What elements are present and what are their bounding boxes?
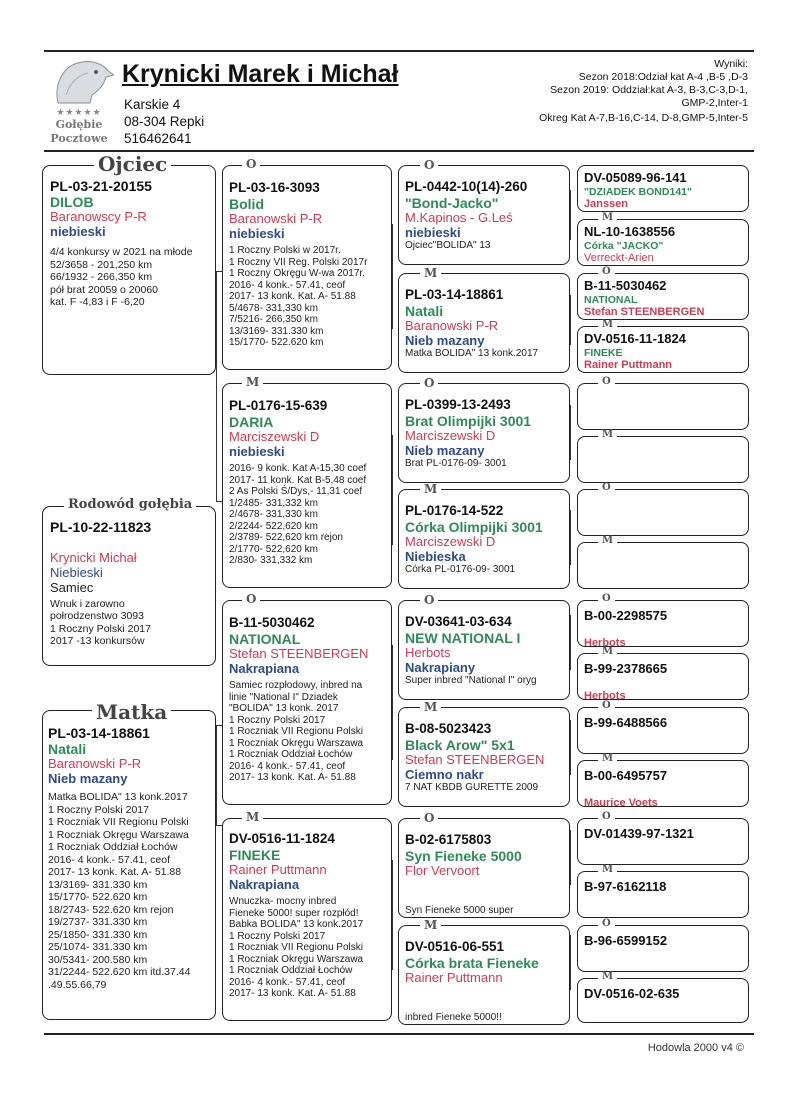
owner-address bbox=[124, 96, 204, 147]
father-breeder: Baranowscy P-R bbox=[50, 209, 147, 225]
gen4-ring: B-99-6488566 bbox=[584, 715, 668, 730]
sire-marker: O bbox=[598, 267, 615, 277]
dam-marker: M bbox=[420, 701, 441, 713]
gen4-card-12[interactable] bbox=[577, 760, 749, 807]
gen3-note: inbred Fieneke 5000!! bbox=[405, 1011, 502, 1023]
gen4-name: FINEKE bbox=[584, 346, 623, 359]
gen3-note: Super inbred "National I" oryg bbox=[405, 675, 537, 687]
mother-note: 19/2737- 331.330 km bbox=[48, 916, 148, 929]
results-line: Sezon 2019: Oddział:kat A-3, B-3,C-3,D-1, bbox=[550, 84, 748, 96]
gen3-color: Ciemno nakr bbox=[405, 766, 484, 782]
logo-text-1: Gołębie bbox=[55, 118, 103, 131]
gen3-breeder: Stefan STEENBERGEN bbox=[405, 751, 545, 767]
gen4-breeder: Rainer Puttmann bbox=[584, 359, 673, 371]
gen4-name: Córka "JACKO" bbox=[584, 239, 664, 252]
gen2-color: niebieski bbox=[229, 225, 285, 241]
gen2-note: 1 Roczny Polski 2017 bbox=[229, 714, 326, 726]
gen2-note: 1 Roczny Okręgu W-wa 2017r. bbox=[229, 268, 365, 280]
gen3-color: niebieski bbox=[405, 224, 461, 240]
subject-color: Niebieski bbox=[50, 565, 103, 581]
mother-label: Matka bbox=[92, 702, 171, 722]
gen4-breeder: Stefan STEENBERGEN bbox=[584, 306, 705, 318]
gen4-card-7[interactable] bbox=[577, 489, 749, 536]
gen2-name: FINEKE bbox=[229, 846, 281, 863]
mother-ring: PL-03-14-18861 bbox=[48, 725, 150, 741]
gen4-ring: B-00-6495757 bbox=[584, 768, 668, 783]
gen2-note: linie "National I" Dziadek bbox=[229, 691, 338, 703]
gen2-note: Samiec rozpłodowy, inbred na bbox=[229, 680, 363, 692]
subject-owner: Krynicki Michał bbox=[50, 550, 137, 566]
gen2-name: DARIA bbox=[229, 413, 274, 430]
mother-note: Matka BOLIDA" 13 konk.2017 bbox=[48, 791, 188, 804]
subject-note: 1 Roczny Polski 2017 bbox=[50, 622, 151, 635]
gen4-breeder: Herbots bbox=[584, 689, 626, 700]
gen2-name: NATIONAL bbox=[229, 630, 301, 647]
gen2-note: 5/4678- 331,330 km bbox=[229, 302, 318, 314]
logo-text-2: Pocztowe bbox=[50, 132, 108, 145]
address-line: 516462641 bbox=[124, 131, 192, 146]
gen2-note: 2016- 4 konk.- 57.41, ceof bbox=[229, 976, 346, 988]
gen2-note: 2017- 11 konk. Kat B-5,48 coef bbox=[229, 474, 367, 486]
gen4-card-13[interactable] bbox=[577, 818, 749, 865]
mother-note: 1 Roczniak Oddział Łochów bbox=[48, 841, 178, 854]
gen3-card-3[interactable] bbox=[398, 383, 570, 483]
gen4-card-5[interactable] bbox=[577, 383, 749, 430]
dam-marker: M bbox=[598, 320, 617, 330]
father-note: kat. F -4,83 i F -6,20 bbox=[50, 296, 145, 309]
gen2-note: 1 Roczny VII Reg. Polski 2017r bbox=[229, 256, 368, 268]
mother-note: 25/1850- 331.330 km bbox=[48, 928, 148, 941]
sire-marker: O bbox=[242, 593, 260, 605]
mother-note: 18/2743- 522.620 km rejon bbox=[48, 903, 174, 916]
father-note: pół brat 20059 o 20060 bbox=[50, 283, 159, 296]
dam-marker: M bbox=[420, 919, 441, 931]
gen2-note: Wnuczka- mocny inbred bbox=[229, 896, 337, 908]
father-note: 52/3658 - 201,250 km bbox=[50, 258, 153, 271]
results-block bbox=[539, 58, 748, 125]
gen3-breeder: Flor Vervoort bbox=[405, 862, 480, 878]
gen2-note: 2017- 13 konk. Kat. A- 51.88 bbox=[229, 291, 356, 303]
gen2-note: 15/1770- 522.620 km bbox=[229, 337, 324, 349]
gen3-card-1[interactable] bbox=[398, 165, 570, 265]
dam-marker: M bbox=[598, 754, 617, 764]
subject-card[interactable] bbox=[42, 506, 216, 666]
gen4-card-3[interactable] bbox=[577, 273, 749, 320]
gen2-note: 2/4678- 331,330 km bbox=[229, 509, 318, 521]
gen3-name: NEW NATIONAL I bbox=[405, 629, 521, 646]
subject-ring: PL-10-22-11823 bbox=[50, 519, 152, 535]
gen3-note: Brat PL-0176-09- 3001 bbox=[405, 458, 507, 470]
mother-note: 15/1770- 522.620 km bbox=[48, 891, 148, 904]
mother-card[interactable] bbox=[42, 710, 216, 1020]
dam-marker: M bbox=[598, 213, 617, 223]
gen3-color: Nieb mazany bbox=[405, 332, 485, 348]
gen3-breeder: Rainer Puttmann bbox=[405, 969, 503, 985]
gen3-name: Syn Fieneke 5000 bbox=[405, 847, 522, 864]
gen4-name: NATIONAL bbox=[584, 293, 638, 306]
gen4-card-9[interactable] bbox=[577, 600, 749, 647]
gen4-card-11[interactable] bbox=[577, 707, 749, 754]
gen2-note: 1 Roczniak VII Regionu Polski bbox=[229, 942, 363, 954]
gen2-note: 2/2244- 522,620 km bbox=[229, 520, 318, 532]
gen4-card-10[interactable] bbox=[577, 653, 749, 700]
gen2-color: niebieski bbox=[229, 443, 285, 459]
mother-note: 13/3169- 331.330 km bbox=[48, 878, 148, 891]
address-line: 08-304 Repki bbox=[124, 114, 205, 129]
gen3-card-2[interactable] bbox=[398, 273, 570, 373]
logo-stars: ★★★★★ bbox=[56, 107, 102, 117]
gen2-note: 1 Roczny Polski 2017 bbox=[229, 930, 326, 942]
sire-marker: O bbox=[420, 377, 438, 389]
subject-note: połrodzenstwo 3093 bbox=[50, 610, 144, 623]
gen2-card-3[interactable] bbox=[222, 600, 392, 805]
sire-marker: O bbox=[420, 812, 438, 824]
gen3-card-4[interactable] bbox=[398, 489, 570, 589]
gen3-ring: PL-0176-14-522 bbox=[405, 503, 504, 518]
mother-note: 2016- 4 konk.- 57.41, ceof bbox=[48, 853, 170, 866]
gen2-note: 1 Roczniak Okręgu Warszawa bbox=[229, 737, 364, 749]
logo bbox=[44, 55, 114, 150]
gen4-ring: NL-10-1638556 bbox=[584, 224, 676, 239]
gen3-note: Córka PL-0176-09- 3001 bbox=[405, 564, 516, 576]
gen3-note: Ojciec"BOLIDA" 13 bbox=[405, 240, 491, 252]
dam-marker: M bbox=[598, 536, 617, 546]
sire-marker: O bbox=[598, 919, 615, 929]
sire-marker: O bbox=[598, 701, 615, 711]
results-title: Wyniki: bbox=[714, 58, 748, 70]
gen3-ring: DV-03641-03-634 bbox=[405, 614, 512, 629]
gen3-card-6[interactable] bbox=[398, 707, 570, 807]
gen2-note: "BOLIDA" 13 konk. 2017 bbox=[229, 703, 339, 715]
gen3-card-7[interactable] bbox=[398, 818, 570, 918]
gen3-ring: DV-0516-06-551 bbox=[405, 939, 505, 954]
gen4-ring: DV-0516-02-635 bbox=[584, 986, 680, 1001]
gen4-breeder: Herbots bbox=[584, 636, 626, 647]
gen3-note: Matka BOLIDA" 13 konk.2017 bbox=[405, 348, 539, 360]
gen2-note: 1 Roczniak Oddział Łochów bbox=[229, 965, 353, 977]
father-label: Ojciec bbox=[94, 154, 171, 174]
gen2-note: 1 Roczniak Okręgu Warszawa bbox=[229, 953, 364, 965]
father-color: niebieski bbox=[50, 224, 106, 240]
gen4-ring: B-96-6599152 bbox=[584, 933, 668, 948]
gen3-card-8[interactable] bbox=[398, 925, 570, 1025]
dam-marker: M bbox=[420, 483, 441, 495]
gen2-note: 1/2485- 331,332 km bbox=[229, 497, 318, 509]
gen4-card-2[interactable] bbox=[577, 219, 749, 266]
gen4-card-6[interactable] bbox=[577, 436, 749, 483]
father-ring: PL-03-21-20155 bbox=[50, 178, 152, 194]
gen4-card-8[interactable] bbox=[577, 542, 749, 589]
gen2-note: 13/3169- 331.330 km bbox=[229, 325, 324, 337]
sire-marker: O bbox=[420, 594, 438, 606]
father-note: 4/4 konkursy w 2021 na młode bbox=[50, 246, 193, 259]
gen3-name: Córka brata Fieneke bbox=[405, 954, 539, 971]
gen2-note: 2/830- 331,332 km bbox=[229, 555, 313, 567]
gen3-breeder: Baranowski P-R bbox=[405, 317, 499, 333]
gen2-note: 1 Roczniak VII Regionu Polski bbox=[229, 726, 363, 738]
sire-marker: O bbox=[242, 158, 260, 170]
gen3-color: Nieb mazany bbox=[405, 442, 485, 458]
gen3-name: "Bond-Jacko" bbox=[405, 194, 499, 211]
pedigree-label: Rodowód gołębia bbox=[64, 498, 196, 511]
gen2-note: 2016- 4 konk.- 57.41, ceof bbox=[229, 279, 346, 291]
gen2-breeder: Rainer Puttmann bbox=[229, 861, 327, 877]
gen3-card-5[interactable] bbox=[398, 600, 570, 700]
gen3-name: Black Arow" 5x1 bbox=[405, 736, 515, 753]
mother-note: 1 Roczniak Okręgu Warszawa bbox=[48, 828, 189, 841]
dam-marker: M bbox=[420, 267, 441, 279]
gen2-card-2[interactable] bbox=[222, 383, 392, 588]
subject-note: 2017 -13 konkursów bbox=[50, 635, 145, 648]
gen2-ring: PL-0176-15-639 bbox=[229, 398, 328, 413]
gen4-ring: B-11-5030462 bbox=[584, 278, 667, 293]
gen2-ring: DV-0516-11-1824 bbox=[229, 831, 335, 846]
father-name: DILOB bbox=[50, 194, 94, 211]
gen3-color: Niebieska bbox=[405, 548, 466, 564]
mother-note: 1 Roczny Polski 2017 bbox=[48, 803, 149, 816]
gen2-note: Babka BOLIDA" 13 konk.2017 bbox=[229, 919, 364, 931]
gen4-ring: B-97-6162118 bbox=[584, 879, 667, 894]
gen4-card-1[interactable] bbox=[577, 165, 749, 212]
gen4-breeder: Janssen bbox=[584, 198, 629, 210]
gen4-ring: B-00-2298575 bbox=[584, 608, 668, 623]
results-line: Okreg Kat A-7,B-16,C-14, D-8,GMP-5,Inter-5 bbox=[539, 112, 748, 124]
subject-sex: Samiec bbox=[50, 579, 94, 595]
father-card[interactable] bbox=[42, 165, 216, 375]
gen2-color: Nakrapiana bbox=[229, 660, 300, 676]
mother-note: 25/1074- 331.330 km bbox=[48, 941, 148, 954]
gen2-note: 1 Roczniak Oddział Łochów bbox=[229, 749, 353, 761]
sire-marker: O bbox=[598, 594, 615, 604]
gen2-ring: B-11-5030462 bbox=[229, 615, 315, 630]
mother-breeder: Baranowski P-R bbox=[48, 756, 142, 772]
gen3-breeder: Marciszewski D bbox=[405, 533, 496, 549]
gen2-card-4[interactable] bbox=[222, 818, 392, 1021]
gen4-card-16[interactable] bbox=[577, 978, 749, 1023]
gen3-ring: PL-03-14-18861 bbox=[405, 287, 504, 302]
gen3-ring: B-08-5023423 bbox=[405, 721, 492, 736]
gen4-card-4[interactable] bbox=[577, 326, 749, 373]
gen3-breeder: M.Kapinos - G.Leś bbox=[405, 209, 513, 225]
mother-note: .49.55.66,79 bbox=[48, 978, 107, 991]
gen4-ring: DV-05089-96-141 bbox=[584, 170, 687, 185]
gen4-breeder: Verreckt-Arien bbox=[584, 252, 654, 264]
gen2-card-1[interactable] bbox=[222, 165, 392, 370]
gen4-ring: DV-01439-97-1321 bbox=[584, 826, 694, 841]
gen4-ring: B-99-2378665 bbox=[584, 661, 668, 676]
sire-marker: O bbox=[598, 377, 615, 387]
dam-marker: M bbox=[598, 865, 617, 875]
subject-note: Wnuk i zarowno bbox=[50, 597, 125, 610]
gen3-breeder: Marciszewski D bbox=[405, 427, 496, 443]
mother-name: Natali bbox=[48, 741, 87, 758]
gen2-note: 2/1770- 522,620 km bbox=[229, 543, 318, 555]
gen2-note: 2016- 9 konk. Kat A-15,30 coef bbox=[229, 463, 367, 475]
gen3-ring: PL-0442-10(14)-260 bbox=[405, 179, 528, 194]
dam-marker: M bbox=[598, 430, 617, 440]
gen2-name: Bolid bbox=[229, 195, 264, 212]
gen3-name: Córka Olimpijki 3001 bbox=[405, 518, 543, 535]
gen2-note: 2017- 13 konk. Kat. A- 51.88 bbox=[229, 988, 356, 1000]
dam-marker: M bbox=[598, 972, 617, 982]
gen3-ring: PL-0399-13-2493 bbox=[405, 397, 511, 412]
gen2-note: 2/3789- 522,620 km rejon bbox=[229, 532, 343, 544]
father-note: 66/1932 - 266,350 km bbox=[50, 271, 153, 284]
gen2-breeder: Marciszewski D bbox=[229, 428, 320, 444]
gen3-name: Natali bbox=[405, 302, 444, 319]
owner-title: Krynicki Marek i Michał bbox=[122, 60, 399, 88]
gen4-card-14[interactable] bbox=[577, 871, 749, 918]
results-line: Sezon 2018:Odział kat A-4 ,B-5 ,D-3 bbox=[578, 71, 748, 83]
gen2-note: 7/5216- 266,350 km bbox=[229, 314, 318, 326]
sire-marker: O bbox=[420, 159, 438, 171]
gen2-breeder: Baranowski P-R bbox=[229, 210, 323, 226]
gen2-ring: PL-03-16-3093 bbox=[229, 180, 320, 195]
gen3-note: 7 NAT KBDB GURETTE 2009 bbox=[405, 782, 539, 794]
mother-note: 30/5341- 200.580 km bbox=[48, 953, 148, 966]
gen4-breeder: Maurice Voets bbox=[584, 796, 658, 807]
gen2-breeder: Stefan STEENBERGEN bbox=[229, 645, 369, 661]
gen3-color: Nakrapiany bbox=[405, 659, 476, 675]
address-line: Karskie 4 bbox=[124, 97, 181, 112]
dam-marker: M bbox=[242, 811, 263, 823]
sire-marker: O bbox=[598, 483, 615, 493]
footer-credit: Hodowla 2000 v4 © bbox=[647, 1042, 744, 1054]
gen2-note: 2 As Polski Ś/Dys,- 11,31 coef bbox=[229, 486, 363, 498]
results-line: GMP-2,Inter-1 bbox=[681, 97, 748, 109]
sire-marker: O bbox=[598, 812, 615, 822]
mother-note: 31/2244- 522.620 km itd.37.44 bbox=[48, 966, 191, 979]
gen2-note: 1 Roczny Polski w 2017r. bbox=[229, 245, 341, 257]
gen4-name: "DZIADEK BOND141" bbox=[584, 185, 692, 198]
gen4-ring: DV-0516-11-1824 bbox=[584, 331, 686, 346]
mother-note: 1 Roczniak VII Regionu Polski bbox=[48, 816, 189, 829]
gen2-color: Nakrapiana bbox=[229, 876, 300, 892]
gen3-name: Brat Olimpijki 3001 bbox=[405, 412, 532, 429]
gen2-note: 2016- 4 konk.- 57.41, ceof bbox=[229, 760, 346, 772]
dam-marker: M bbox=[242, 376, 263, 388]
mother-color: Nieb mazany bbox=[48, 771, 128, 787]
dam-marker: M bbox=[598, 647, 617, 657]
gen3-ring: B-02-6175803 bbox=[405, 832, 492, 847]
gen3-breeder: Herbots bbox=[405, 644, 451, 660]
gen3-note: Syn Fieneke 5000 super bbox=[405, 904, 514, 916]
mother-note: 2017- 13 konk. Kat. A- 51.88 bbox=[48, 866, 182, 879]
gen2-note: 2017- 13 konk. Kat. A- 51.88 bbox=[229, 772, 356, 784]
gen2-note: Fieneke 5000! super rozpłód! bbox=[229, 907, 359, 919]
gen4-card-15[interactable] bbox=[577, 925, 749, 972]
pigeon-head-icon bbox=[44, 55, 114, 107]
